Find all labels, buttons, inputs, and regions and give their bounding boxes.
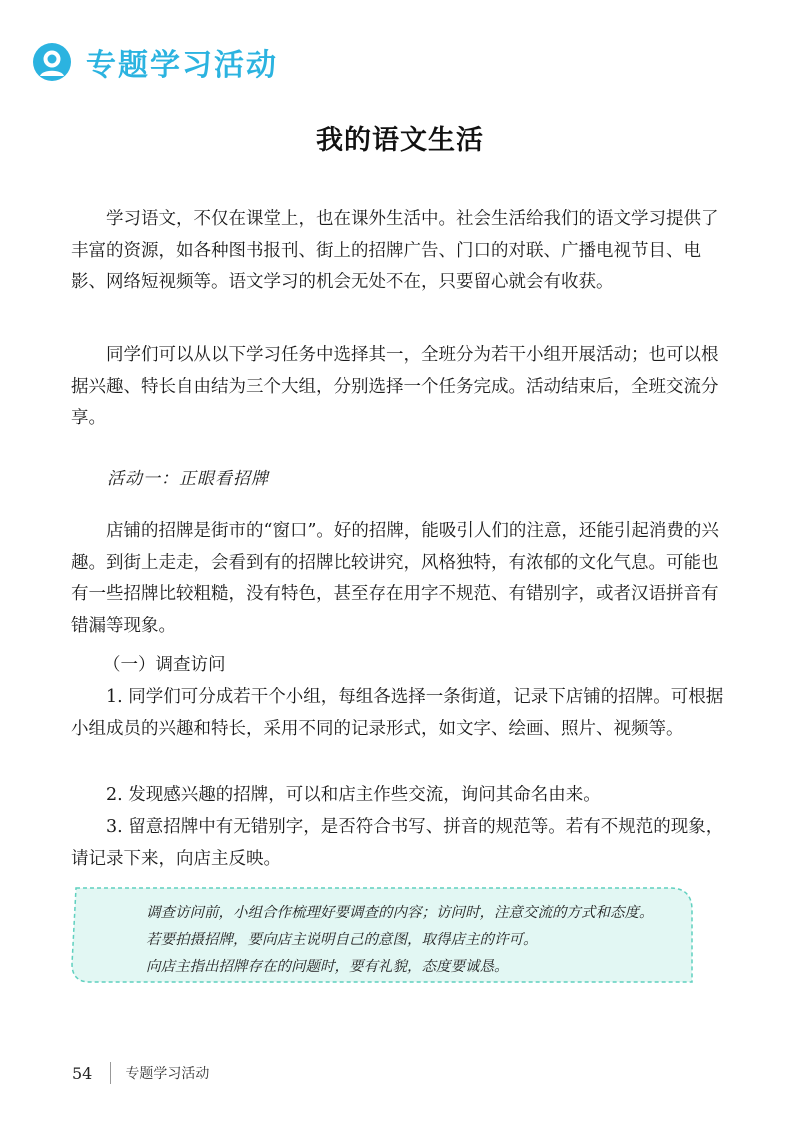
page-footer	[72, 1062, 209, 1084]
intro-paragraph-1: 学习语文，不仅在课堂上，也在课外生活中。社会生活给我们的语文学习提供了丰富的资源，如各种图书报刊、街上的招牌广告、门口的对联、广播电视节目、电影、网络短视频等。语文学习的机会无处不在，只要留心就会有收获。	[71, 209, 719, 293]
activity-heading: 活动一：正眼看招牌	[107, 469, 269, 489]
activity-item-3: 3. 留意招牌中有无错别字，是否符合书写、拼音的规范等。若有不规范的现象，请记录下来，向店主反映。	[71, 817, 724, 869]
person-icon	[32, 42, 72, 82]
survey-subheading: （一）调查访问	[103, 655, 226, 675]
tip-box	[68, 882, 698, 990]
page-title: 我的语文生活	[316, 125, 484, 156]
tip-line-2: 若要拍摄招牌，要向店主说明自己的意图，取得店主的许可。	[146, 932, 538, 948]
activity-paragraph: 店铺的招牌是街市的“窗口”。好的招牌，能吸引人们的注意，还能引起消费的兴趣。到街上走走，会看到有的招牌比较讲究，风格独特，有浓郁的文化气息。可能也有一些招牌比较粗糙，没有特色，甚至存在用字不规范、有错别字，或者汉语拼音有错漏等现象。	[71, 521, 719, 636]
footer-label: 专题学习活动	[125, 1066, 210, 1082]
page-number: 54	[72, 1063, 93, 1083]
section-header-title: 专题学习活动	[86, 48, 278, 83]
intro-paragraph-2: 同学们可以从以下学习任务中选择其一，全班分为若干小组开展活动；也可以根据兴趣、特长自由结为三个大组，分别选择一个任务完成。活动结束后，全班交流分享。	[71, 345, 719, 429]
section-header	[32, 38, 278, 86]
activity-item-1: 1. 同学们可分成若干个小组，每组各选择一条街道，记录下店铺的招牌。可根据小组成员的兴趣和特长，采用不同的记录形式，如文字、绘画、照片、视频等。	[71, 687, 724, 739]
activity-item-2: 2. 发现感兴趣的招牌，可以和店主作些交流，询问其命名由来。	[106, 785, 601, 805]
footer-divider	[110, 1062, 111, 1084]
tip-line-3: 向店主指出招牌存在的问题时，要有礼貌，态度要诚恳。	[146, 959, 509, 975]
tip-line-1: 调查访问前，小组合作梳理好要调查的内容；访问时，注意交流的方式和态度。	[146, 905, 654, 921]
